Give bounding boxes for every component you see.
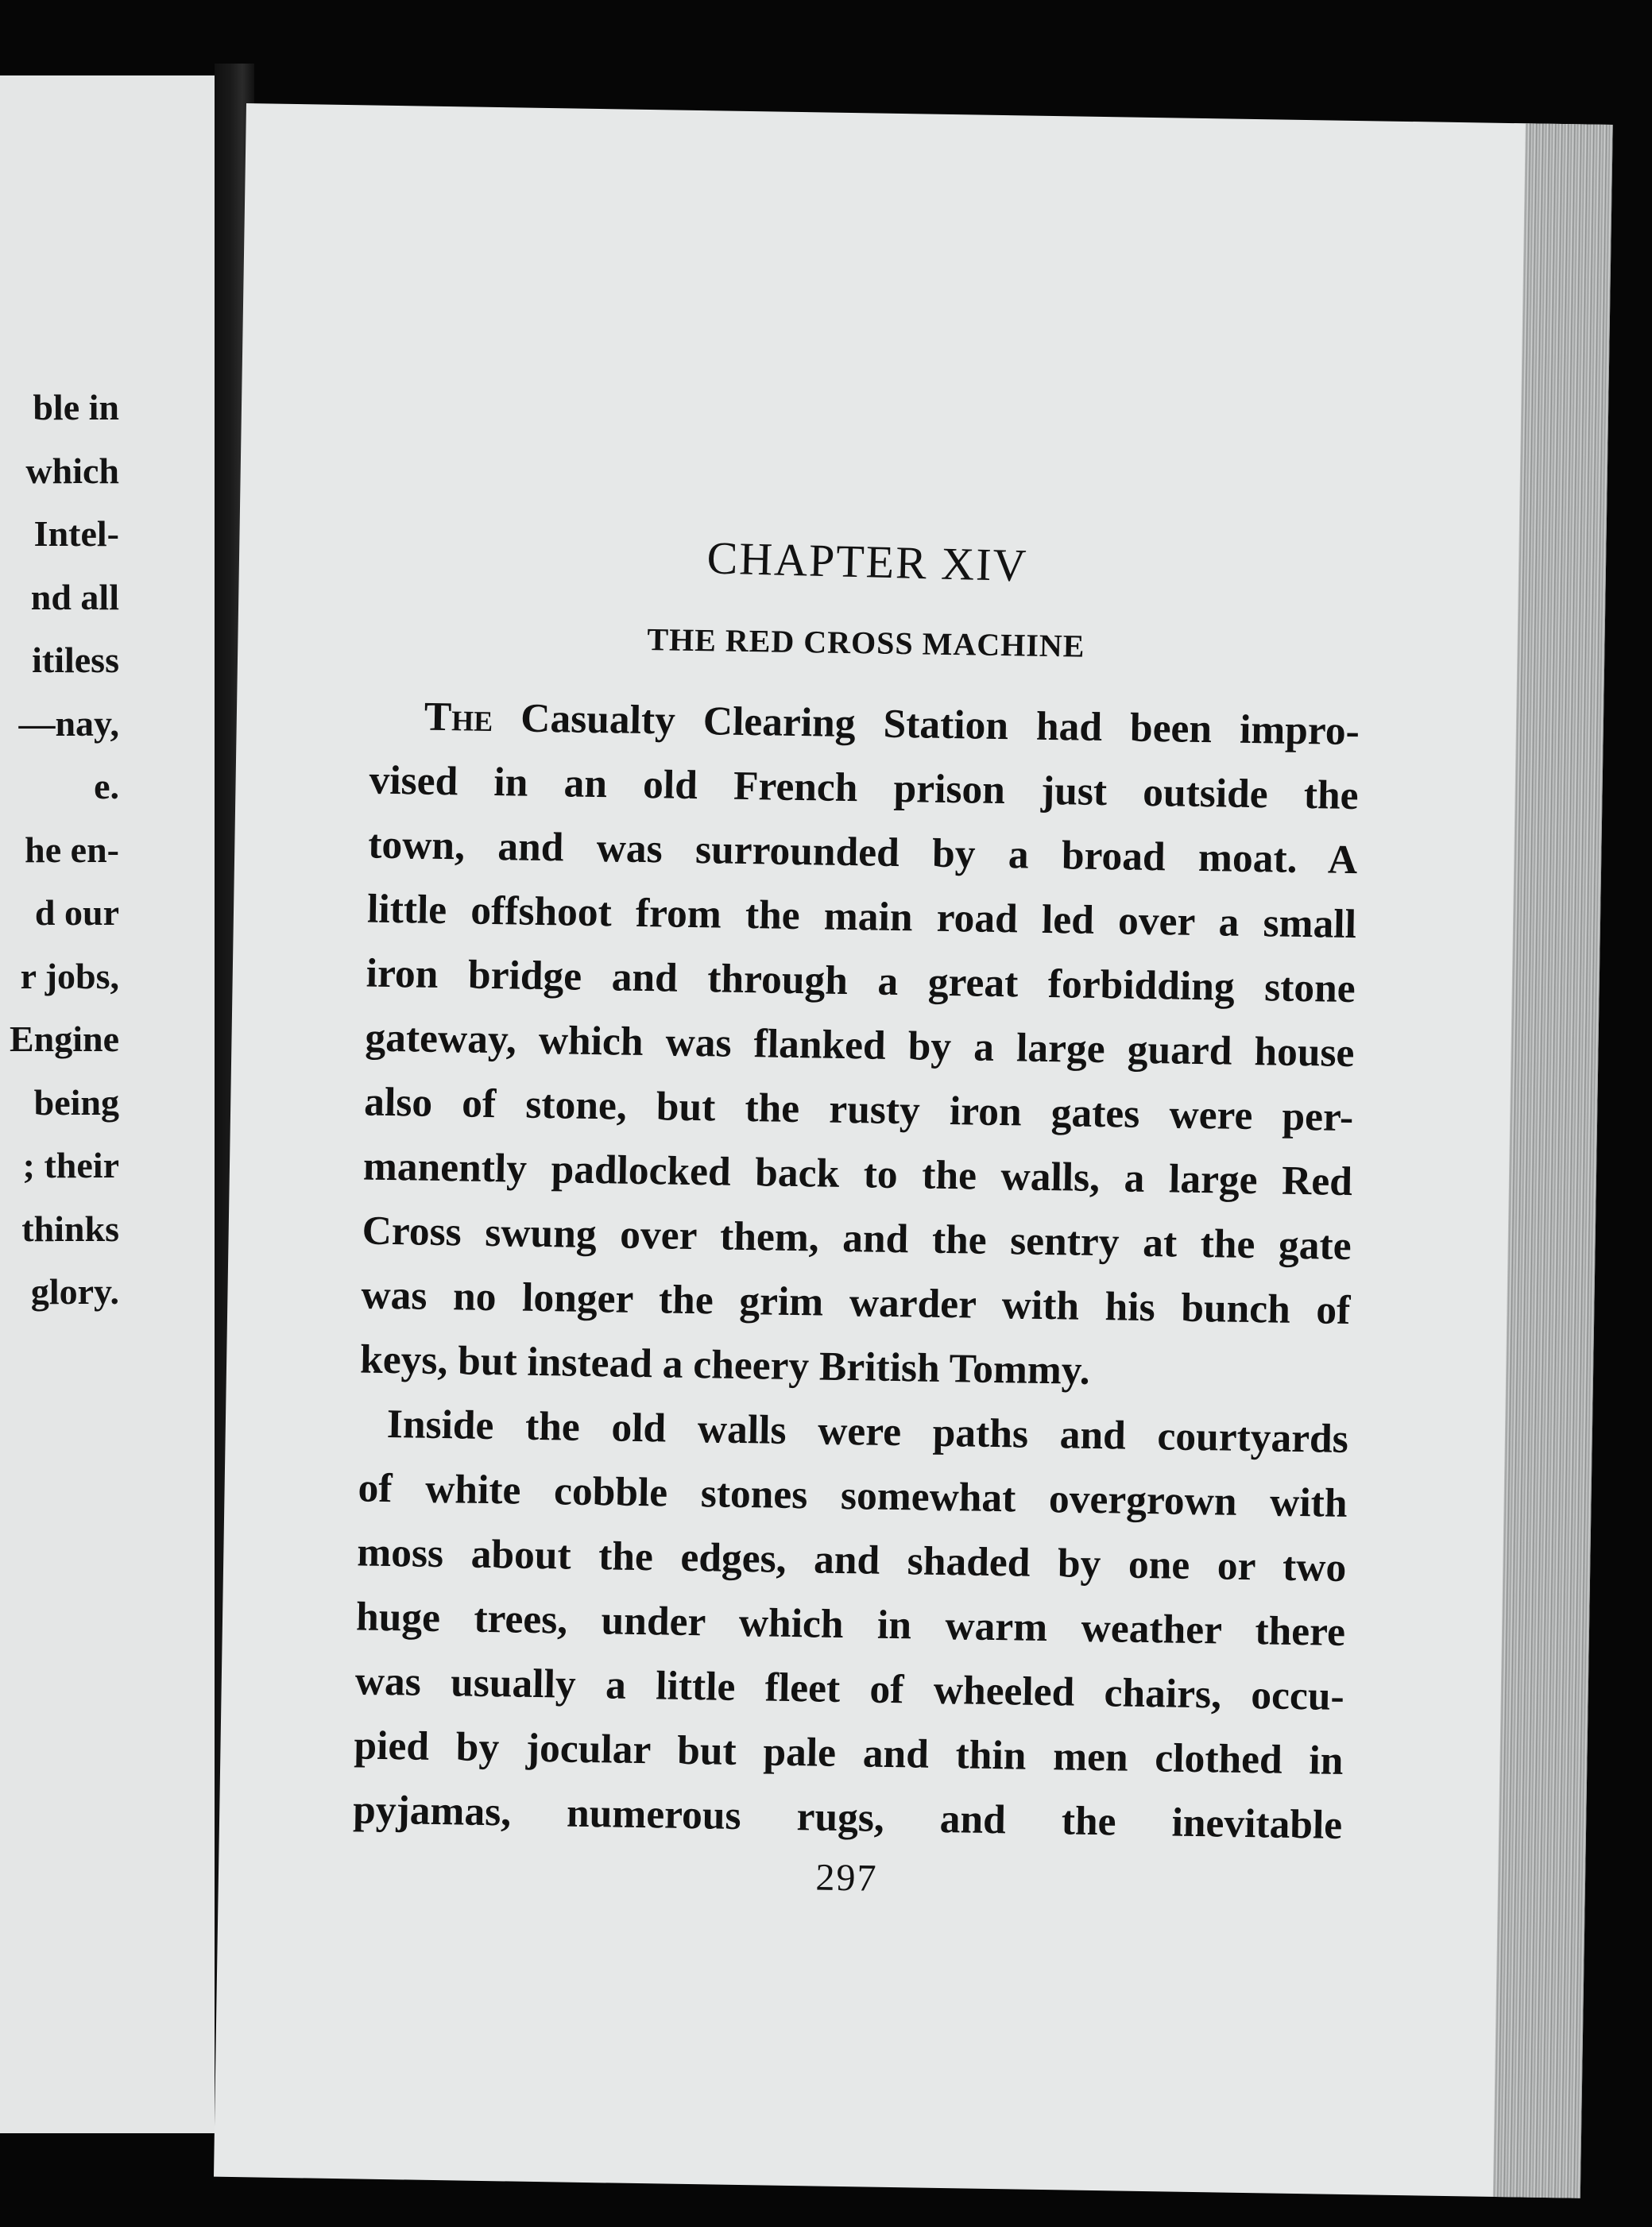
- right-page: [214, 103, 1613, 2198]
- paragraph-line: manently padlocked back to the walls, a large Red: [362, 1143, 1353, 1205]
- paragraph-line: town, and was surrounded by a broad moat. A: [367, 822, 1358, 883]
- left-line: e.: [94, 766, 119, 806]
- paragraph-line: iron bridge and through a great forbidding stone: [366, 950, 1356, 1012]
- left-line: —nay,: [18, 702, 119, 744]
- paragraph-line: of white cobble stones somewhat overgrown with: [358, 1465, 1348, 1526]
- paragraph-line: huge trees, under which in warm weather there: [355, 1594, 1346, 1655]
- page-text-block: [352, 527, 1363, 1910]
- left-line: nd all: [30, 576, 119, 617]
- left-page: [0, 75, 221, 2133]
- left-line: which: [25, 450, 119, 491]
- paragraph-line: moss about the edges, and shaded by one or two: [356, 1529, 1347, 1591]
- paragraph-line: Cross swung over them, and the sentry at the gate: [362, 1208, 1352, 1270]
- left-line: Engine: [9, 1019, 119, 1059]
- left-line: being: [33, 1081, 119, 1123]
- left-line: he en-: [25, 829, 119, 870]
- paragraph-line: little offshoot from the main road led over a small: [366, 886, 1357, 948]
- line-text: Casualty Clearing Station had been impro-: [520, 695, 1360, 755]
- page-edges: [1493, 123, 1613, 2198]
- paragraph-1: [360, 684, 1360, 1407]
- left-line: r jobs,: [20, 955, 119, 996]
- left-line: glory.: [30, 1271, 119, 1312]
- left-line: thinks: [21, 1208, 119, 1249]
- paragraph-line: also of stone, but the rusty iron gates were per-: [363, 1079, 1354, 1141]
- lead-word: The: [424, 694, 493, 740]
- paragraph-line: gateway, which was flanked by a large guard house: [365, 1015, 1355, 1077]
- paragraph-line: pied by jocular but pale and thin men clothed in: [354, 1722, 1344, 1784]
- paragraph-line: pyjamas, numerous rugs, and the inevitable: [352, 1787, 1343, 1848]
- left-line: d our: [34, 892, 119, 933]
- paragraph-2: [353, 1391, 1349, 1857]
- paragraph-line: Inside the old walls were paths and courtyards: [386, 1401, 1349, 1462]
- paragraph-line: vised in an old French prison just outside the: [369, 757, 1359, 819]
- left-line: itiless: [32, 640, 119, 680]
- paragraph-line: keys, but instead a cheery British Tommy.: [359, 1336, 1091, 1394]
- chapter-title: THE RED CROSS MACHINE: [647, 621, 1085, 664]
- left-page-text: [0, 376, 119, 1324]
- left-line: ble in: [33, 387, 119, 427]
- page-number: 297: [815, 1856, 878, 1900]
- left-line: ; their: [22, 1145, 119, 1185]
- paragraph-line: was no longer the grim warder with his bunch of: [361, 1272, 1351, 1334]
- paragraph-line: was usually a little fleet of wheeled chairs, occu-: [354, 1658, 1345, 1719]
- left-line: Intel-: [33, 513, 119, 554]
- chapter-heading: CHAPTER XIV: [706, 532, 1029, 592]
